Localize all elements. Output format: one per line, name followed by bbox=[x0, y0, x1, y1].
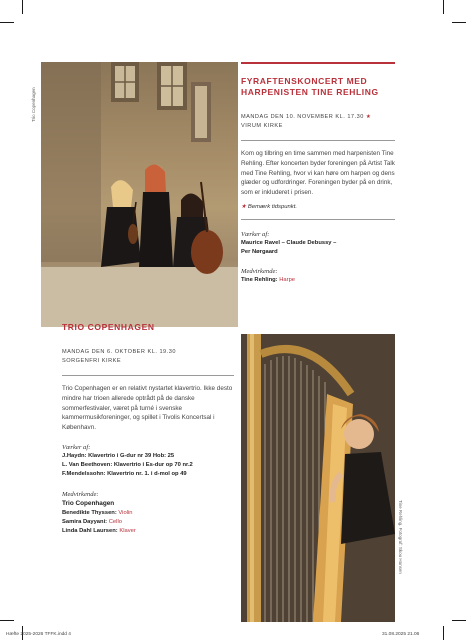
star-icon: ★ bbox=[241, 203, 247, 210]
crop-mark bbox=[0, 620, 14, 621]
crop-mark bbox=[22, 0, 23, 14]
crop-mark bbox=[443, 626, 444, 640]
concert-description: Trio Copenhagen er en relativt nystartet klavertrio. Ikke desto mindre har trioen allerede optrådt på de danske sommerfestivaler, været på turné i svenske kammermusikforeninger, og spillet i Tivolis Koncertsal i København. bbox=[62, 385, 233, 432]
concert-venue: VIRUM KIRKE bbox=[241, 123, 283, 129]
work-item: Per Nørgaard bbox=[241, 249, 278, 256]
ensemble-name: Trio Copenhagen bbox=[62, 499, 115, 507]
musician-item: Linda Dahl Laursen: Klaver bbox=[62, 528, 136, 535]
divider bbox=[241, 140, 395, 141]
work-item: L. Van Beethoven: Klavertrio i Es-dur op 70 nr.2 bbox=[62, 462, 193, 469]
photo-credit-harp: Tine Rehling. Fotograf: Skou Hansen bbox=[398, 500, 403, 574]
crop-mark bbox=[443, 0, 444, 14]
concert-tine-rehling bbox=[241, 62, 395, 286]
trio-photo bbox=[41, 62, 238, 327]
works-label: Værker af: bbox=[241, 230, 270, 238]
concert-date: MANDAG DEN 6. OKTOBER KL. 19.30 bbox=[62, 349, 176, 355]
harp-photo bbox=[241, 334, 395, 622]
musician-item: Tine Rehling: Harpe bbox=[241, 277, 296, 284]
musician-item: Benedikte Thyssen: Violin bbox=[62, 509, 133, 516]
accent-rule bbox=[241, 62, 395, 64]
works-label: Værker af: bbox=[62, 443, 91, 451]
document-page bbox=[22, 22, 444, 620]
divider bbox=[241, 219, 395, 220]
musicians-label: Medvirkende: bbox=[241, 268, 278, 276]
star-icon: ★ bbox=[365, 114, 372, 120]
concert-title: TRIO COPENHAGEN bbox=[62, 322, 155, 332]
work-item: F.Mendelssohn: Klavertrio nr. 1. i d-mol op 49 bbox=[62, 471, 187, 478]
concert-title: FYRAFTENSKONCERT MED HARPENISTEN TINE REHLING bbox=[241, 76, 379, 97]
crop-mark bbox=[0, 22, 14, 23]
photo-credit-trio: Trio Copenhagen bbox=[31, 87, 36, 122]
concert-note: ★ Bemærk tidspunkt. bbox=[241, 203, 298, 210]
divider bbox=[62, 375, 234, 376]
musician-item: Samira Dayyani: Cello bbox=[62, 519, 122, 525]
footer-file: Hæfte 2025-2026 TFFK.indd 4 bbox=[6, 632, 71, 637]
crop-mark bbox=[452, 22, 466, 23]
work-item: J.Haydn: Klavertrio i G-dur nr 39 Hob: 25 bbox=[62, 452, 175, 459]
concert-date: MANDAG DEN 10. NOVEMBER KL. 17.30 ★ bbox=[241, 114, 372, 120]
musicians-label: Medvirkende: bbox=[62, 490, 99, 498]
concert-venue: SORGENFRI KIRKE bbox=[62, 358, 122, 364]
work-item: Maurice Ravel – Claude Debussy – bbox=[241, 239, 337, 246]
concert-description: Kom og tilbring en time sammen med harpenisten Tine Rehling. Efter koncerten byder foreningen på Artist Talk med Tine Rehling, hvor vi kan høre om harpen og dens glæder og udfordringer. Foreningen byder på en drink, som er inkluderet i prisen. bbox=[241, 150, 395, 197]
crop-mark bbox=[452, 620, 466, 621]
footer-date: 31.08.2025 21.06 bbox=[382, 632, 420, 637]
concert-trio-copenhagen bbox=[62, 322, 234, 537]
